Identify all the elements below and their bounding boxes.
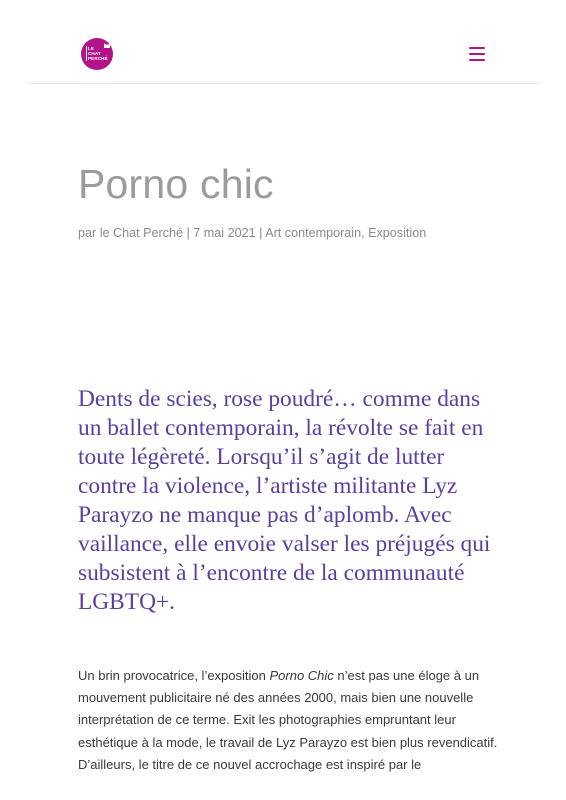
header-divider — [28, 83, 540, 84]
site-header — [0, 0, 566, 84]
category-link-art-contemporain[interactable]: Art contemporain — [265, 226, 362, 240]
site-logo[interactable] — [81, 38, 113, 70]
post-meta — [78, 224, 426, 242]
author-link[interactable]: le Chat Perché — [99, 226, 184, 240]
meta-separator: | — [183, 226, 194, 240]
hamburger-menu-icon[interactable] — [469, 47, 485, 61]
meta-prefix: par — [78, 226, 100, 240]
article-body-paragraph — [78, 665, 498, 776]
post-date: 7 mai 2021 — [193, 226, 256, 240]
logo-text: LE CHAT PERCHÉ — [88, 46, 108, 61]
page-title: Porno chic — [78, 161, 274, 207]
meta-separator: | — [255, 226, 266, 240]
article-lead: Dents de scies, rose poudré… comme dans un ballet contemporain, la révolte se fait en toute légèreté. Lorsqu’il s’agit de lutter contre la violence, l’artiste militante Lyz Parayzo ne manque pas d’aplomb. Avec vaillance, elle envoie valser les préjugés qui subsistent à l’encontre de la communauté LGBTQ+. — [78, 386, 491, 615]
body-text-part: n’est pas une éloge à un mouvement publicitaire né des années 2000, mais bien une nouvelle interprétation de ce terme. Exit les photographies empruntant leur esthétique à la mode, le travail de Lyz Parayzo est bien plus revendicatif. D’ailleurs, le titre de ce nouvel accrochage est inspiré par le — [78, 668, 498, 772]
logo-bar — [86, 46, 87, 61]
cat-icon — [103, 41, 111, 49]
exhibition-title: Porno Chic — [269, 668, 334, 683]
category-link-exposition[interactable]: Exposition — [368, 226, 427, 240]
category-separator: , — [361, 226, 369, 240]
body-text-part: Un brin provocatrice, l’exposition — [78, 668, 270, 683]
